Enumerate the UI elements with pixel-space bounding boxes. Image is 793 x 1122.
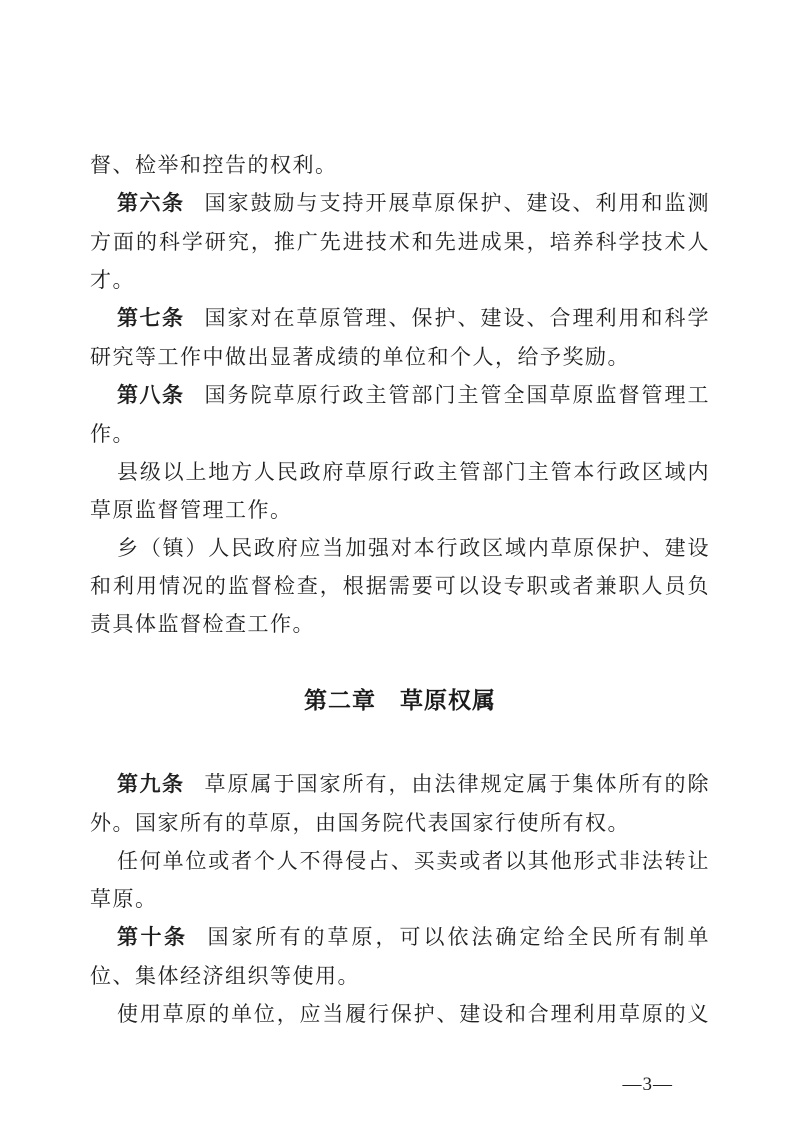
article-number: 第七条 <box>117 307 185 330</box>
paragraph <box>90 376 710 453</box>
article-number: 第八条 <box>117 384 185 407</box>
paragraph <box>90 146 710 184</box>
paragraph-text: 督、检举和控告的权利。 <box>90 153 338 177</box>
article-number: 第九条 <box>117 773 185 796</box>
page-number: —3— <box>622 1074 673 1095</box>
paragraph-text: 国家鼓励与支持开展草原保护、建设、利用和监测方面的科学研究，推广先进技术和先进成果，培养科学技术人才。 <box>90 191 711 292</box>
paragraph-text: 乡（镇）人民政府应当加强对本行政区域内草原保护、建设和利用情况的监督检查，根据需要可以设专职或者兼职人员负责具体监督检查工作。 <box>90 536 710 636</box>
paragraph <box>90 299 710 376</box>
paragraph-text: 国家对在草原管理、保护、建设、合理利用和科学研究等工作中做出显著成绩的单位和个人，给予奖励。 <box>90 306 711 369</box>
paragraph <box>90 918 710 995</box>
chapter-heading: 第二章 草原权属 <box>304 687 496 713</box>
paragraph-text: 国家所有的草原，可以依法确定给全民所有制单位、集体经济组织等使用。 <box>90 925 711 988</box>
paragraph <box>90 765 710 842</box>
paragraph-text: 县级以上地方人民政府草原行政主管部门主管本行政区域内草原监督管理工作。 <box>90 460 710 522</box>
article-number: 第六条 <box>117 192 185 215</box>
paragraph <box>90 184 710 299</box>
paragraph <box>90 995 710 1033</box>
paragraph <box>90 453 710 529</box>
paragraph <box>90 842 710 918</box>
article-number: 第十条 <box>117 926 188 949</box>
paragraph-text: 草原属于国家所有，由法律规定属于集体所有的除外。国家所有的草原，由国务院代表国家行使所有权。 <box>90 772 711 835</box>
paragraph-text: 使用草原的单位，应当履行保护、建设和合理利用草原的义 <box>117 1002 710 1026</box>
paragraph-text: 任何单位或者个人不得侵占、买卖或者以其他形式非法转让草原。 <box>90 849 710 911</box>
paragraph <box>90 529 710 643</box>
paragraph-text: 国务院草原行政主管部门主管全国草原监督管理工作。 <box>90 383 711 446</box>
document-body <box>90 146 710 1033</box>
